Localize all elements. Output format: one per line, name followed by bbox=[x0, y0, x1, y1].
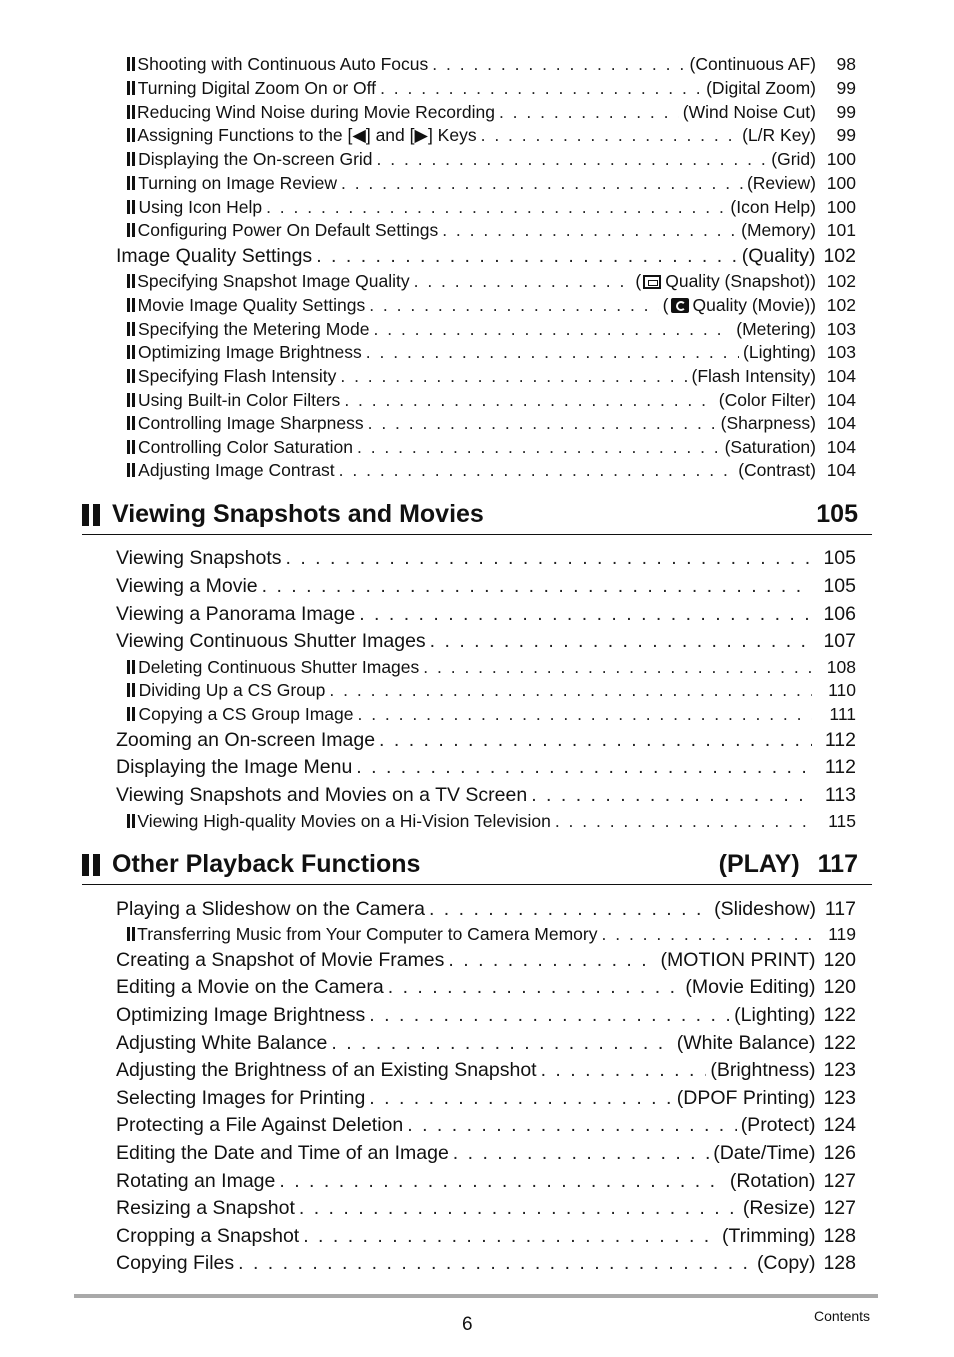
toc-entry[interactable] bbox=[0, 245, 856, 268]
toc-entry-page: 112 bbox=[824, 756, 856, 778]
dot-leader bbox=[339, 460, 735, 481]
toc-entry-tag-wrap bbox=[743, 342, 816, 363]
toc-entry-page: 108 bbox=[826, 657, 856, 677]
toc-entry-title: Viewing High-quality Movies on a Hi-Vision Television bbox=[137, 811, 551, 831]
dot-leader bbox=[369, 1004, 730, 1027]
toc-entry[interactable] bbox=[0, 413, 856, 434]
dot-leader bbox=[359, 603, 811, 626]
toc-entry-tag: (Saturation) bbox=[724, 437, 816, 457]
toc-entry-page: 100 bbox=[826, 149, 856, 169]
dot-leader bbox=[407, 1114, 736, 1137]
section-page: 117 bbox=[817, 850, 858, 878]
dot-leader bbox=[423, 657, 812, 678]
toc-entry-tag: (Protect) bbox=[740, 1114, 816, 1136]
toc-entry-tag: (Date/Time) bbox=[713, 1142, 816, 1164]
toc-entry-page: 112 bbox=[824, 729, 856, 751]
section-marker-icon bbox=[82, 854, 104, 876]
toc-entry-tag-wrap bbox=[692, 366, 816, 387]
toc-entry[interactable] bbox=[0, 811, 856, 832]
toc-entry-tag-wrap bbox=[725, 437, 816, 458]
dot-leader bbox=[429, 898, 710, 921]
toc-entry[interactable] bbox=[0, 729, 856, 752]
toc-entry-page: 103 bbox=[826, 342, 856, 362]
dot-leader bbox=[340, 366, 687, 387]
toc-entry-tag-wrap bbox=[714, 898, 816, 921]
toc-entry-page: 100 bbox=[826, 173, 856, 193]
bullet-icon bbox=[127, 814, 128, 828]
toc-entry-tag: (Review) bbox=[746, 173, 816, 193]
toc-entry-page: 106 bbox=[823, 603, 856, 625]
toc-entry-title: Transferring Music from Your Computer to Camera Memory bbox=[137, 924, 598, 944]
bullet-icon bbox=[127, 57, 128, 71]
toc-entry-tag-wrap bbox=[710, 1059, 815, 1082]
toc-entry-page: 120 bbox=[823, 949, 856, 971]
toc-entry-page: 128 bbox=[823, 1225, 856, 1247]
dot-leader bbox=[388, 976, 682, 999]
section-title: Viewing Snapshots and Movies bbox=[112, 500, 484, 528]
bullet-icon bbox=[127, 660, 129, 674]
toc-entry-title: Turning Digital Zoom On or Off bbox=[137, 78, 377, 98]
toc-entry-page: 117 bbox=[824, 898, 856, 920]
toc-entry-tag: (Quality) bbox=[741, 245, 816, 267]
bullet-icon bbox=[127, 707, 130, 721]
toc-entry-tag: Quality (Snapshot)) bbox=[665, 271, 816, 291]
toc-entry-page: 102 bbox=[826, 295, 856, 315]
toc-entry-page: 124 bbox=[823, 1114, 856, 1136]
toc-entry[interactable] bbox=[0, 125, 856, 146]
dot-leader bbox=[499, 102, 679, 123]
dot-leader bbox=[541, 1059, 707, 1082]
toc-entry-page: 110 bbox=[828, 680, 856, 700]
toc-entry-page: 98 bbox=[836, 54, 856, 74]
snapshot-icon bbox=[643, 275, 661, 289]
toc-entry[interactable] bbox=[0, 1087, 856, 1110]
toc-entry[interactable] bbox=[0, 1142, 856, 1165]
toc-entry-page: 123 bbox=[823, 1087, 856, 1109]
toc-entry-tag: (Movie Editing) bbox=[685, 976, 816, 998]
bullet-icon bbox=[127, 322, 129, 336]
toc-entry[interactable] bbox=[0, 342, 856, 363]
toc-entry[interactable] bbox=[0, 704, 856, 725]
bullet-icon bbox=[127, 81, 129, 95]
toc-entry[interactable] bbox=[0, 575, 856, 598]
dot-leader bbox=[357, 704, 812, 725]
toc-entry-page: 111 bbox=[829, 704, 856, 724]
toc-entry-title: Specifying the Metering Mode bbox=[137, 319, 370, 339]
dot-leader bbox=[380, 78, 702, 99]
toc-entry-title: Editing the Date and Time of an Image bbox=[116, 1142, 449, 1164]
toc-entry-title: Viewing a Panorama Image bbox=[116, 603, 356, 625]
toc-entry-title: Resizing a Snapshot bbox=[116, 1197, 295, 1219]
toc-entry[interactable] bbox=[0, 220, 856, 241]
toc-entry[interactable] bbox=[0, 976, 856, 999]
toc-entry-page: 123 bbox=[823, 1059, 856, 1081]
bullet-icon bbox=[127, 128, 128, 142]
toc-entry-title: Using Built-in Color Filters bbox=[138, 390, 341, 410]
dot-leader bbox=[442, 220, 737, 241]
toc-entry-tag-wrap bbox=[734, 1004, 815, 1027]
toc-entry-title: Copying a CS Group Image bbox=[138, 704, 354, 724]
dot-leader bbox=[432, 54, 685, 75]
bullet-icon bbox=[127, 463, 129, 477]
bullet-icon bbox=[127, 345, 129, 359]
dot-leader bbox=[377, 149, 768, 170]
dot-leader bbox=[369, 1087, 672, 1110]
section-page: 105 bbox=[816, 500, 858, 528]
toc-entry-title: Viewing Snapshots and Movies on a TV Screen bbox=[116, 784, 528, 806]
toc-entry-tag-wrap bbox=[635, 271, 816, 292]
paren: ( bbox=[662, 295, 669, 315]
bullet-icon bbox=[127, 369, 129, 383]
toc-entry-title: Rotating an Image bbox=[116, 1170, 276, 1192]
dot-leader bbox=[602, 924, 813, 945]
toc-entry-tag-wrap bbox=[663, 295, 816, 316]
toc-entry[interactable] bbox=[0, 319, 856, 340]
toc-entry[interactable] bbox=[0, 784, 856, 807]
bullet-icon bbox=[127, 223, 129, 237]
dot-leader bbox=[481, 125, 739, 146]
toc-entry[interactable] bbox=[0, 1004, 856, 1027]
toc-entry-title: Controlling Image Sharpness bbox=[137, 413, 364, 433]
dot-leader bbox=[368, 413, 717, 434]
toc-entry[interactable] bbox=[0, 1252, 856, 1275]
toc-entry-title: Shooting with Continuous Auto Focus bbox=[137, 54, 429, 74]
dot-leader bbox=[344, 390, 714, 411]
toc-entry-tag-wrap bbox=[706, 78, 816, 99]
toc-entry[interactable] bbox=[0, 390, 856, 411]
toc-entry-tag-wrap bbox=[736, 319, 816, 340]
toc-entry-tag-wrap bbox=[741, 1114, 816, 1137]
dot-leader bbox=[238, 1252, 753, 1275]
toc-entry-title: Configuring Power On Default Settings bbox=[137, 220, 439, 240]
dot-leader bbox=[262, 575, 812, 598]
dot-leader bbox=[448, 949, 656, 972]
toc-entry[interactable] bbox=[0, 603, 856, 626]
bullet-icon bbox=[127, 416, 129, 430]
toc-entry-page: 105 bbox=[823, 547, 856, 569]
dot-leader bbox=[531, 784, 812, 807]
toc-entry-tag: (Slideshow) bbox=[714, 898, 816, 920]
toc-entry-page: 105 bbox=[823, 575, 856, 597]
bullet-icon bbox=[127, 927, 128, 941]
toc-entry-page: 101 bbox=[826, 220, 856, 240]
toc-entry-tag: (Resize) bbox=[742, 1197, 816, 1219]
toc-entry-title: Optimizing Image Brightness bbox=[116, 1004, 366, 1026]
toc-entry-tag-wrap bbox=[738, 460, 816, 481]
toc-entry-tag: (Digital Zoom) bbox=[706, 78, 816, 98]
dot-leader bbox=[266, 197, 726, 218]
dot-leader bbox=[329, 680, 812, 701]
toc-entry-page: 99 bbox=[836, 78, 856, 98]
toc-entry[interactable] bbox=[0, 149, 856, 170]
toc-entry-tag: (Sharpness) bbox=[720, 413, 816, 433]
toc-entry-title: Specifying Flash Intensity bbox=[137, 366, 337, 386]
toc-entry[interactable] bbox=[0, 630, 856, 653]
toc-entry[interactable] bbox=[0, 1197, 856, 1220]
toc-entry-title: Deleting Continuous Shutter Images bbox=[138, 657, 420, 677]
toc-entry[interactable] bbox=[0, 1225, 856, 1248]
toc-entry[interactable] bbox=[0, 657, 856, 678]
toc-entry-page: 104 bbox=[826, 437, 856, 457]
dot-leader bbox=[379, 729, 812, 752]
toc-entry[interactable] bbox=[0, 102, 856, 123]
toc-entry[interactable] bbox=[0, 173, 856, 194]
bullet-icon bbox=[127, 683, 130, 697]
toc-entry-tag: (Trimming) bbox=[721, 1225, 816, 1247]
toc-entry-page: 127 bbox=[823, 1170, 856, 1192]
dot-leader bbox=[279, 1170, 725, 1193]
toc-entry-title: Adjusting White Balance bbox=[116, 1032, 328, 1054]
toc-entry-tag: (Brightness) bbox=[710, 1059, 816, 1081]
bullet-icon bbox=[127, 440, 129, 454]
toc-entry-title: Cropping a Snapshot bbox=[116, 1225, 300, 1247]
toc-entry-tag: (White Balance) bbox=[676, 1032, 816, 1054]
toc-entry-page: 107 bbox=[823, 630, 856, 652]
dot-leader bbox=[369, 295, 658, 316]
toc-entry-title: Adjusting Image Contrast bbox=[138, 460, 335, 480]
toc-entry-title: Specifying Snapshot Image Quality bbox=[137, 271, 410, 291]
toc-entry-tag-wrap bbox=[677, 1032, 816, 1055]
toc-entry-title: Movie Image Quality Settings bbox=[137, 295, 366, 315]
dot-leader bbox=[357, 437, 721, 458]
toc-entry-tag: (Rotation) bbox=[729, 1170, 816, 1192]
toc-entry-tag-wrap bbox=[713, 1142, 815, 1165]
toc-entry[interactable] bbox=[0, 949, 856, 972]
footer-label: Contents bbox=[814, 1308, 871, 1324]
toc-entry[interactable] bbox=[0, 756, 856, 779]
toc-entry-title: Displaying the Image Menu bbox=[116, 756, 353, 778]
toc-entry-page: 102 bbox=[826, 271, 856, 291]
section-heading-viewing bbox=[82, 495, 872, 535]
bullet-icon bbox=[127, 176, 129, 190]
toc-entry-tag: (Continuous AF) bbox=[689, 54, 816, 74]
toc-entry-tag: (Copy) bbox=[756, 1252, 816, 1274]
toc-entry-tag-wrap bbox=[743, 1197, 816, 1220]
toc-entry-tag-wrap bbox=[721, 413, 816, 434]
toc-entry[interactable] bbox=[0, 54, 856, 75]
toc-entry-page: 104 bbox=[826, 366, 856, 386]
toc-entry[interactable] bbox=[0, 437, 856, 458]
toc-entry-tag: (Color Filter) bbox=[718, 390, 816, 410]
toc-entry-tag: (MOTION PRINT) bbox=[660, 949, 816, 971]
toc-entry[interactable] bbox=[0, 547, 856, 570]
toc-entry-tag-wrap bbox=[742, 245, 816, 268]
toc-entry-page: 126 bbox=[823, 1142, 856, 1164]
toc-entry-title: Controlling Color Saturation bbox=[138, 437, 353, 457]
dot-leader bbox=[430, 630, 812, 653]
bullet-icon bbox=[127, 274, 128, 288]
toc-entry-page: 122 bbox=[823, 1032, 856, 1054]
paren: ( bbox=[635, 271, 642, 291]
bullet-icon bbox=[127, 200, 130, 214]
toc-entry-tag: (Wind Noise Cut) bbox=[682, 102, 816, 122]
dot-leader bbox=[555, 811, 812, 832]
toc-entry-title: Viewing a Movie bbox=[116, 575, 258, 597]
toc-entry-tag-wrap bbox=[730, 197, 816, 218]
toc-entry[interactable] bbox=[0, 366, 856, 387]
toc-entry-tag-wrap bbox=[661, 949, 816, 972]
toc-entry[interactable] bbox=[0, 1114, 856, 1137]
toc-entry[interactable] bbox=[0, 924, 856, 945]
bullet-icon bbox=[127, 298, 129, 312]
toc-entry[interactable] bbox=[0, 680, 856, 701]
toc-entry-title: Reducing Wind Noise during Movie Recording bbox=[136, 102, 495, 122]
toc-entry-title: Using Icon Help bbox=[138, 197, 263, 217]
toc-entry-title: Viewing Continuous Shutter Images bbox=[116, 630, 426, 652]
toc-entry[interactable] bbox=[0, 295, 856, 316]
toc-entry-tag-wrap bbox=[685, 976, 815, 999]
toc-entry-tag: (Metering) bbox=[736, 319, 816, 339]
toc-entry[interactable] bbox=[0, 197, 856, 218]
toc-entry-tag: (Contrast) bbox=[738, 460, 816, 480]
toc-entry-tag-wrap bbox=[683, 102, 816, 123]
toc-entry-page: 119 bbox=[828, 924, 856, 944]
toc-entry[interactable] bbox=[0, 1032, 856, 1055]
toc-entry[interactable] bbox=[0, 460, 856, 481]
toc-entry-page: 122 bbox=[823, 1004, 856, 1026]
dot-leader bbox=[374, 319, 733, 340]
toc-entry-tag-wrap bbox=[771, 149, 816, 170]
footer-divider bbox=[74, 1294, 878, 1298]
section-marker-icon bbox=[82, 504, 104, 526]
section-title: Other Playback Functions bbox=[112, 850, 421, 878]
bullet-icon bbox=[127, 105, 128, 119]
page-number: 6 bbox=[462, 1314, 473, 1335]
bullet-icon bbox=[127, 393, 129, 407]
toc-entry-title: Protecting a File Against Deletion bbox=[116, 1114, 404, 1136]
toc-entry-tag-wrap bbox=[677, 1087, 816, 1110]
toc-entry-title: Zooming an On-screen Image bbox=[116, 729, 376, 751]
dot-leader bbox=[299, 1197, 739, 1220]
dot-leader bbox=[341, 173, 743, 194]
toc-entry-page: 102 bbox=[823, 245, 856, 267]
toc-entry-title: Image Quality Settings bbox=[116, 245, 313, 267]
toc-entry-tag-wrap bbox=[722, 1225, 816, 1248]
toc-entry-page: 104 bbox=[826, 390, 856, 410]
toc-entry-title: Selecting Images for Printing bbox=[116, 1087, 366, 1109]
toc-entry-title: Copying Files bbox=[116, 1252, 235, 1274]
dot-leader bbox=[453, 1142, 709, 1165]
toc-entry-tag: (Lighting) bbox=[743, 342, 816, 362]
toc-entry-page: 103 bbox=[826, 319, 856, 339]
toc-entry[interactable] bbox=[0, 898, 856, 921]
toc-entry[interactable] bbox=[0, 1059, 856, 1082]
dot-leader bbox=[414, 271, 632, 292]
toc-entry-page: 113 bbox=[824, 784, 856, 806]
section-tag: (PLAY) bbox=[718, 850, 800, 878]
dot-leader bbox=[316, 245, 738, 268]
toc-entry-page: 104 bbox=[826, 413, 856, 433]
toc-entry-tag: (Icon Help) bbox=[730, 197, 816, 217]
toc-entry-tag-wrap bbox=[741, 220, 816, 241]
section-heading-playback bbox=[82, 845, 872, 885]
bullet-icon bbox=[127, 152, 129, 166]
toc-entry-page: 127 bbox=[823, 1197, 856, 1219]
toc-entry-title: Editing a Movie on the Camera bbox=[116, 976, 384, 998]
toc-entry-tag-wrap bbox=[747, 173, 816, 194]
toc-entry-title: Creating a Snapshot of Movie Frames bbox=[116, 949, 445, 971]
toc-entry-title: Adjusting the Brightness of an Existing Snapshot bbox=[116, 1059, 537, 1081]
toc-entry-tag-wrap bbox=[690, 54, 816, 75]
movie-icon bbox=[671, 298, 689, 313]
toc-entry[interactable] bbox=[0, 271, 856, 292]
toc-entry[interactable] bbox=[0, 1170, 856, 1193]
toc-entry-tag: (Flash Intensity) bbox=[691, 366, 816, 386]
toc-entry-tag-wrap bbox=[719, 390, 816, 411]
toc-entry-page: 100 bbox=[826, 197, 856, 217]
toc-entry-title: Assigning Functions to the [◀] and [▶] Keys bbox=[137, 125, 477, 145]
toc-entry-page: 99 bbox=[836, 125, 856, 145]
toc-entry-title: Dividing Up a CS Group bbox=[138, 680, 326, 700]
toc-entry-tag: (Memory) bbox=[741, 220, 816, 240]
toc-entry-title: Optimizing Image Brightness bbox=[138, 342, 362, 362]
toc-entry-title: Displaying the On-screen Grid bbox=[138, 149, 373, 169]
toc-entry-tag: (DPOF Printing) bbox=[676, 1087, 816, 1109]
toc-entry-tag-wrap bbox=[742, 125, 816, 146]
toc-entry-title: Playing a Slideshow on the Camera bbox=[116, 898, 425, 920]
toc-entry-page: 104 bbox=[826, 460, 856, 480]
toc-entry[interactable] bbox=[0, 78, 856, 99]
toc-entry-tag-wrap bbox=[730, 1170, 816, 1193]
dot-leader bbox=[331, 1032, 672, 1055]
toc-entry-title: Turning on Image Review bbox=[138, 173, 337, 193]
toc-entry-page: 99 bbox=[836, 102, 856, 122]
toc-entry-tag: (L/R Key) bbox=[742, 125, 816, 145]
toc-entry-page: 120 bbox=[823, 976, 856, 998]
dot-leader bbox=[366, 342, 739, 363]
toc-entry-tag: Quality (Movie)) bbox=[692, 295, 816, 315]
toc-entry-tag: (Grid) bbox=[771, 149, 816, 169]
toc-entry-page: 115 bbox=[828, 811, 856, 831]
dot-leader bbox=[356, 756, 812, 779]
toc-entry-tag: (Lighting) bbox=[734, 1004, 816, 1026]
dot-leader bbox=[303, 1225, 718, 1248]
toc-entry-tag-wrap bbox=[757, 1252, 816, 1275]
toc-entry-page: 128 bbox=[823, 1252, 856, 1274]
toc-entry-title: Viewing Snapshots bbox=[116, 547, 282, 569]
dot-leader bbox=[286, 547, 812, 570]
